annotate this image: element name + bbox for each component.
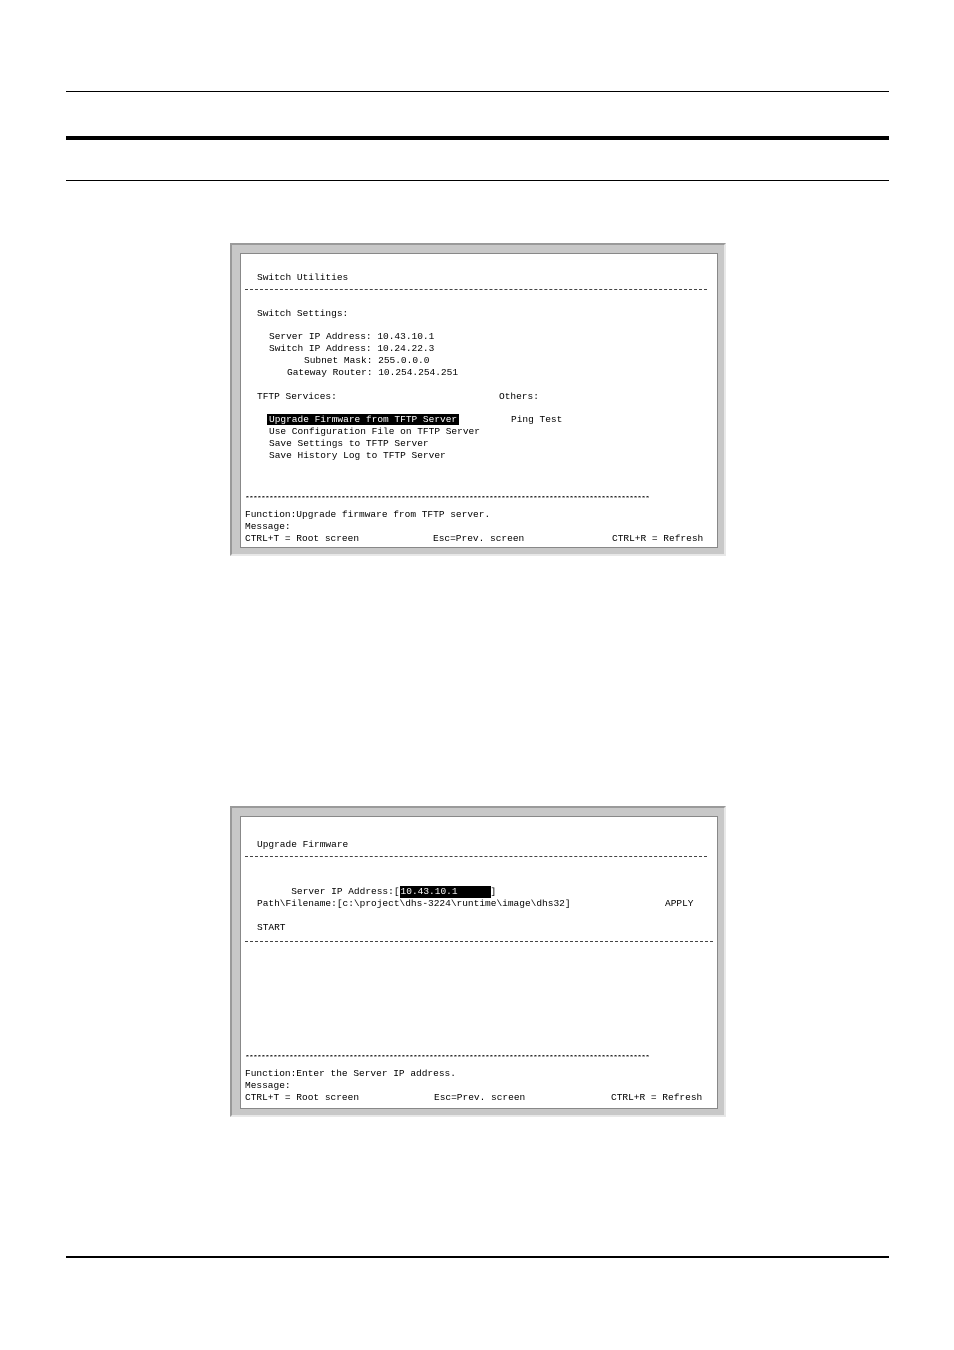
screen-title: Switch Utilities [257,272,349,283]
switch-utilities-terminal [230,243,726,556]
path-filename-field[interactable]: Path\Filename:[c:\project\dhs-3224\runtime\image\dhs32] [257,898,571,909]
prev-screen-hint: Esc=Prev. screen [434,1092,526,1103]
switch-ip-readout: Switch IP Address: 10.24.22.3 [269,343,435,354]
switch-settings-heading: Switch Settings: [257,308,349,319]
message-line: Message: [245,1080,291,1091]
server-ip-close: ] [490,886,497,897]
subnet-mask-readout: Subnet Mask: 255.0.0.0 [304,355,430,366]
refresh-hint: CTRL+R = Refresh [611,1092,703,1103]
start-button[interactable]: START [257,922,286,933]
menu-item-save-settings[interactable]: Save Settings to TFTP Server [269,438,429,449]
server-ip-input[interactable]: 10.43.10.1 [400,886,491,898]
menu-item-upgrade-firmware[interactable] [267,414,459,426]
menu-item-save-history-log[interactable]: Save History Log to TFTP Server [269,450,446,461]
root-screen-hint: CTRL+T = Root screen [245,533,360,544]
status-separator: ***************************************************************************************************** [245,496,650,504]
server-ip-label: Server IP Address:[ [291,886,400,897]
others-heading: Others: [499,391,539,402]
server-ip-readout: Server IP Address: 10.43.10.1 [269,331,435,342]
terminal-screen [240,816,718,1109]
menu-item-use-config-file[interactable]: Use Configuration File on TFTP Server [269,426,480,437]
header-rule-thick [66,136,889,140]
upgrade-firmware-terminal [230,806,726,1117]
screen-title: Upgrade Firmware [257,839,349,850]
header-rule-thin [66,91,889,92]
terminal-screen [240,253,718,548]
title-divider [245,856,707,857]
message-line: Message: [245,521,291,532]
tftp-services-heading: TFTP Services: [257,391,337,402]
root-screen-hint: CTRL+T = Root screen [245,1092,360,1103]
function-line: Function:Upgrade firmware from TFTP server. [245,509,491,520]
apply-button[interactable]: APPLY [665,898,694,909]
function-line: Function:Enter the Server IP address. [245,1068,456,1079]
header-rule-lower [66,180,889,181]
footer-rule [66,1256,889,1258]
title-divider [245,289,707,290]
prev-screen-hint: Esc=Prev. screen [433,533,525,544]
status-separator: ***************************************************************************************************** [245,1055,650,1063]
gateway-readout: Gateway Router: 10.254.254.251 [287,367,459,378]
menu-item-ping-test[interactable]: Ping Test [511,414,563,425]
refresh-hint: CTRL+R = Refresh [612,533,704,544]
content-divider [245,941,713,942]
menu-item-label: Upgrade Firmware from TFTP Server [269,414,458,425]
